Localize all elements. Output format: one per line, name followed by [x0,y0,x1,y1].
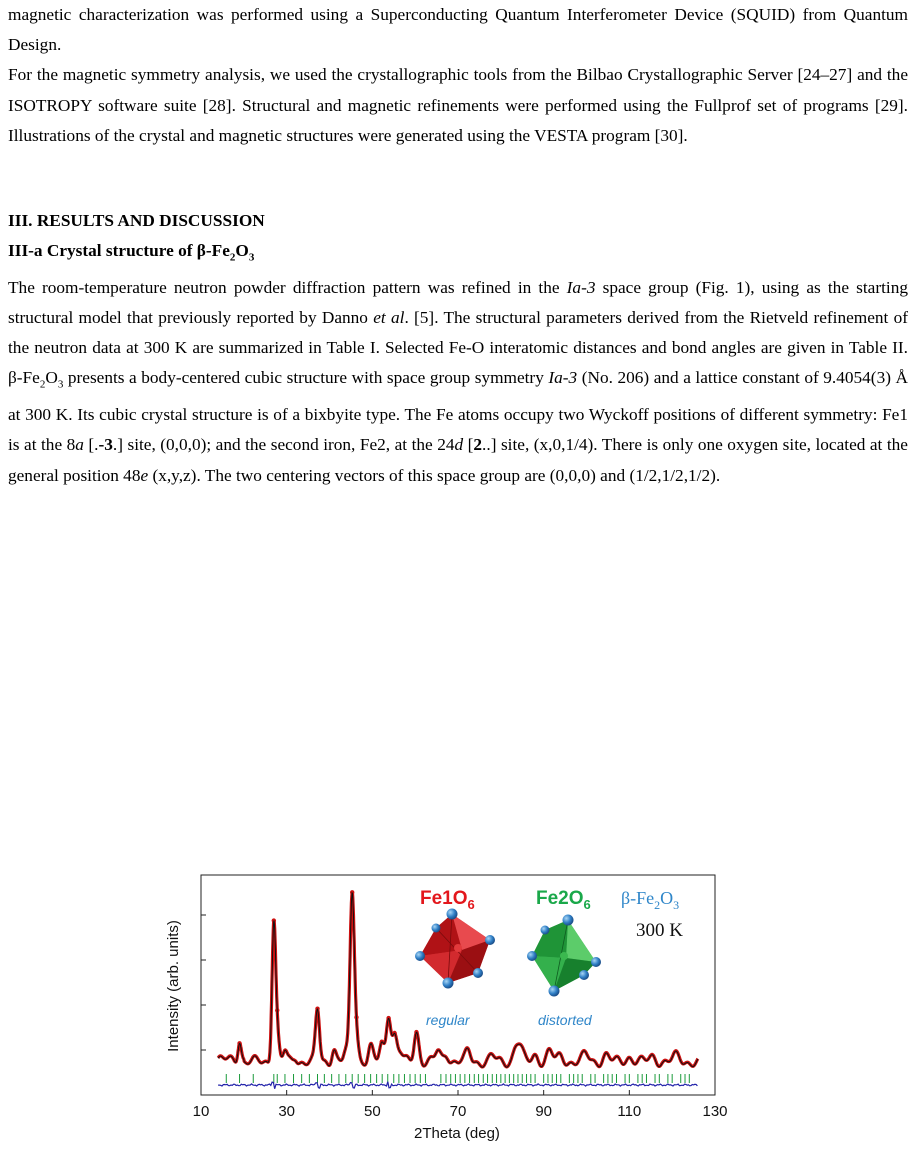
subsection-heading: III-a Crystal structure of $\beta-Fe_2O_3$ [8,241,255,264]
x-tick-labels [193,1103,728,1120]
distorted-label: distorted [538,1012,592,1028]
figure-1 [0,870,915,1147]
compound-label: $\beta-Fe_2O_3$ [621,888,680,912]
x-axis-label: 2Theta (deg) [414,1125,500,1142]
x-tick-label: 90 [535,1103,553,1120]
x-tick-label: 130 [702,1103,728,1120]
x-tick-label: 30 [278,1103,296,1120]
observed-points [237,890,418,1045]
paragraph-3: The room-temperature neutron powder diffraction pattern was refined in the Ia-3 space group (Fig. 1), using as the starting structural model that previously reported by Danno et al. [5]. The structural parameters derived from the Rietveld refinement of the neutron data at 300 K are summarized in Table I. Selected Fe-O interatomic distances and bond angles are given in Table II. $\beta-Fe_2O_3$ presents a body-centered cubic structure with space group symmetry Ia-3 (No. 206) and a lattice constant of 9.4054(3) Å at 300 K. Its cubic crystal structure is of a bixbyite type. The Fe atoms occupy two Wyckoff positions of different symmetry: Fe1 is at the 8a [.-3.] site, (0,0,0); and the second iron, Fe2, at the 24d [2..] site, (x,0,1/4). There is only one oxygen site, located at the general position 48e (x,y,z). The two centering vectors of this space group are (0,0,0) and (1/2,1/2,1/2). [8,277,908,485]
paragraph-2: For the magnetic symmetry analysis, we used the crystallographic tools from the Bilbao Crystallographic Server [24–27] and the ISOTROPY software suite [28]. Structural and magnetic refinements were performed using the Fullprof set of programs [29]. Illustrations of the crystal and magnetic structures were generated using the VESTA program [30]. [8,65,908,145]
fe1o6-octahedron-icon [415,909,495,989]
x-tick-label: 50 [363,1103,381,1120]
regular-label: regular [426,1012,470,1028]
x-tick-label: 70 [449,1103,467,1120]
diffraction-chart [0,870,915,1147]
fe1o6-label: $Fe1O_6$ [420,888,475,912]
bragg-reflections [226,1074,689,1083]
temperature-label: 300 K [636,920,683,941]
x-tick-label: 110 [617,1103,642,1120]
page-text [8,0,908,491]
fe2o6-label: $Fe2O_6$ [536,888,591,912]
y-axis-label: Intensity (arb. units) [165,920,182,1052]
paragraph-1: magnetic characterization was performed using a Superconducting Quantum Interferometer Device (SQUID) from Quantum Design. [8,5,908,55]
x-tick-label: 10 [192,1103,210,1120]
fe2o6-octahedron-icon [527,915,601,997]
section-heading: III. RESULTS AND DISCUSSION [8,211,265,231]
